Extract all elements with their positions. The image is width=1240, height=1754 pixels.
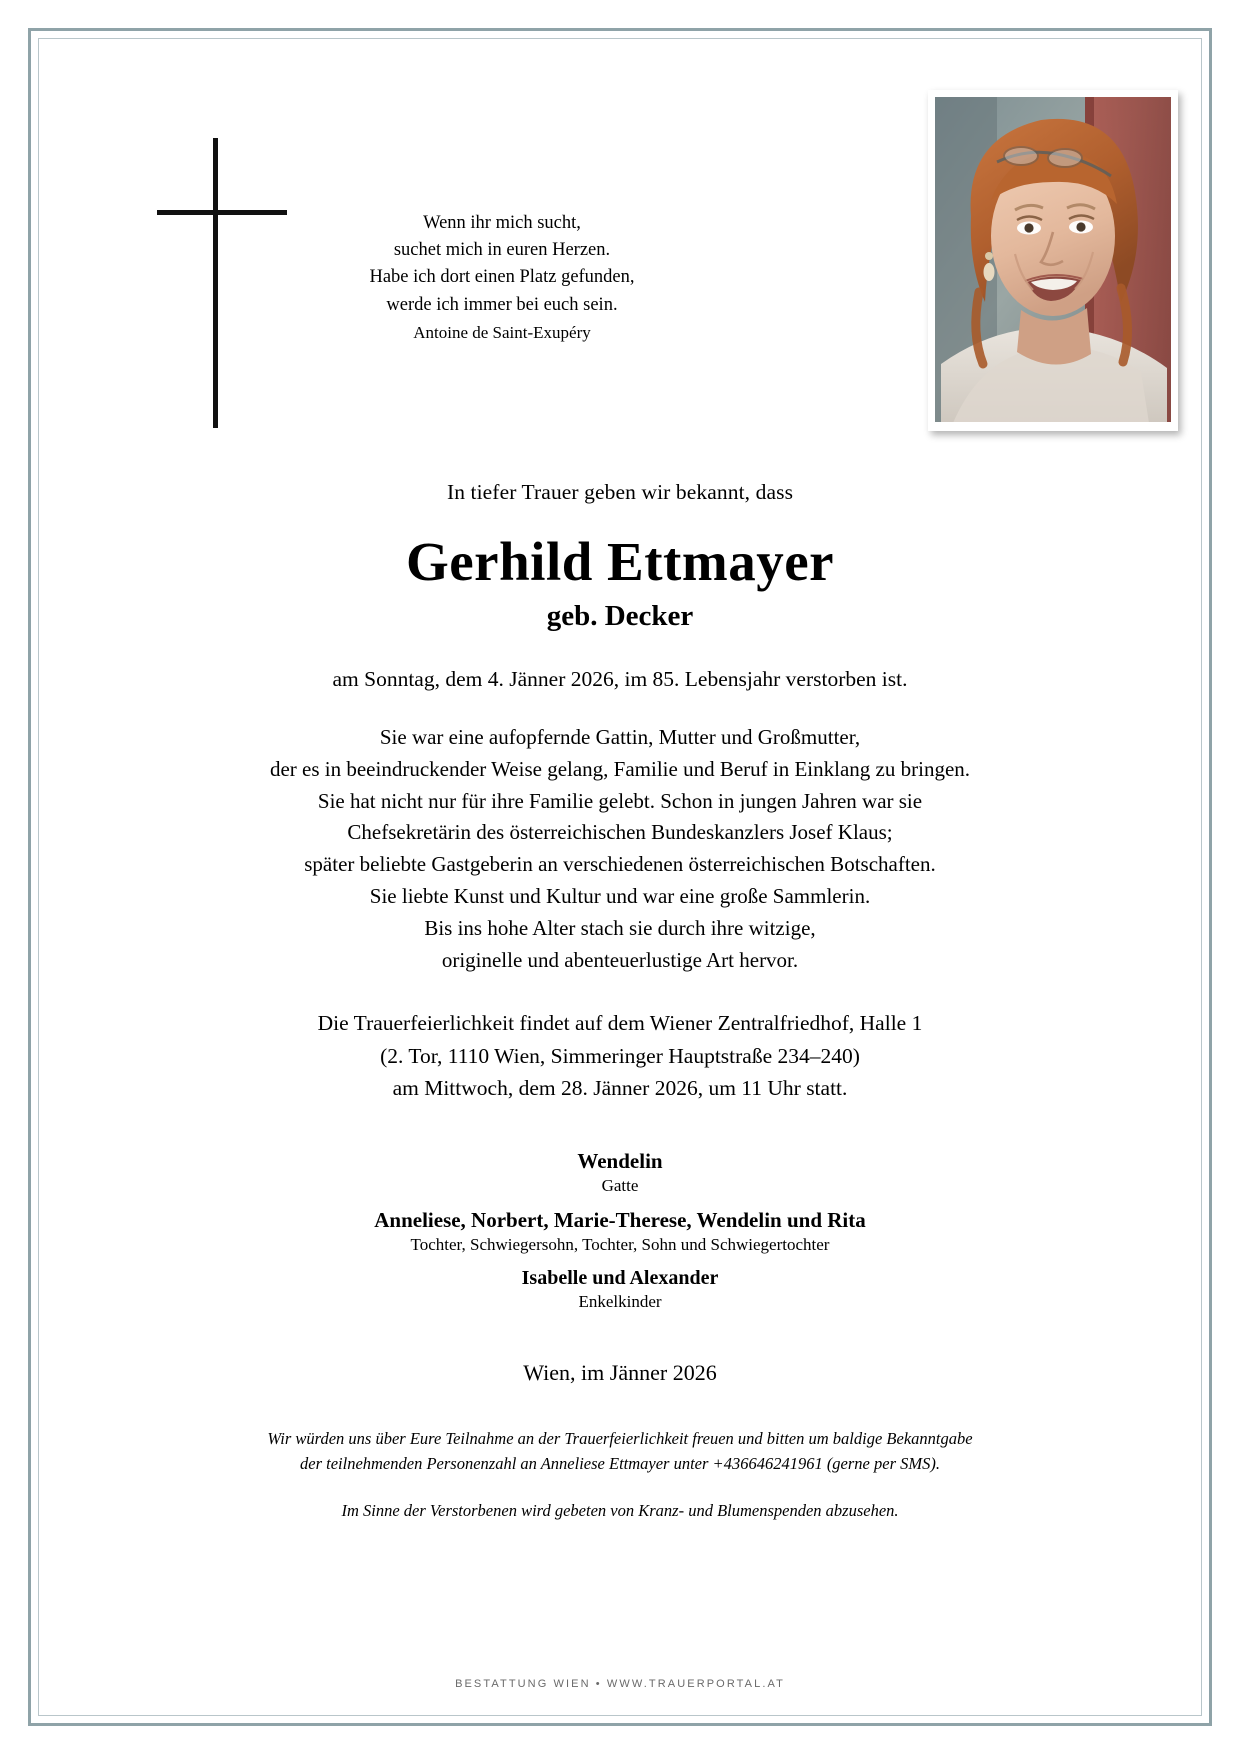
verse-author: Antoine de Saint-Exupéry [413, 322, 591, 342]
flowers-note [52, 1498, 1188, 1523]
death-date-line: am Sonntag, dem 4. Jänner 2026, im 85. Lebensjahr verstorben ist. [332, 666, 908, 691]
verse-line-2: suchet mich in euren Herzen. [393, 240, 611, 261]
family-names: Anneliese, Norbert, Marie-Therese, Wendelin und Rita [374, 1208, 866, 1233]
place-and-date: Wien, im Jänner 2026 [523, 1360, 717, 1386]
family-relation: Tochter, Schwiegersohn, Tochter, Sohn und Schwiegertochter [410, 1235, 830, 1255]
biography-text [52, 722, 1188, 977]
cross-vertical-bar [213, 138, 218, 428]
family-names: Wendelin [577, 1149, 663, 1174]
biography-line: originelle und abenteuerlustige Art hervor. [441, 948, 799, 973]
biography-line: Sie hat nicht nur für ihre Familie gelebt. Schon in jungen Jahren war sie [317, 788, 923, 813]
flowers-line: Im Sinne der Verstorbenen wird gebeten von Kranz- und Blumenspenden abzusehen. [341, 1501, 899, 1521]
deceased-name: Gerhild Ettmayer [405, 531, 835, 592]
verse-line-4: werde ich immer bei euch sein. [386, 294, 618, 315]
ceremony-line: am Mittwoch, dem 28. Jänner 2026, um 11 Uhr statt. [392, 1076, 848, 1101]
announcement-intro: In tiefer Trauer geben wir bekannt, dass [446, 480, 794, 504]
cross-horizontal-bar [157, 210, 287, 215]
biography-line: Sie war eine aufopfernde Gattin, Mutter und Großmutter, [379, 724, 861, 749]
verse-line-3: Habe ich dort einen Platz gefunden, [369, 267, 635, 288]
ceremony-details [52, 1007, 1188, 1105]
portrait-photo [935, 97, 1171, 422]
notes-block [52, 1426, 1188, 1523]
verse-line-1: Wenn ihr mich sucht, [423, 213, 581, 233]
biography-line: später beliebte Gastgeberin an verschiedenen österreichischen Botschaften. [304, 852, 936, 877]
family-group [52, 1149, 1188, 1196]
portrait-frame [928, 90, 1178, 431]
rsvp-line: der teilnehmenden Personenzahl an Anneliese Ettmayer unter +436646241961 (gerne per SMS). [300, 1454, 940, 1474]
biography-line: der es in beeindruckender Weise gelang, Familie und Beruf in Einklang zu bringen. [269, 756, 971, 781]
cross-icon [157, 138, 287, 428]
biography-line: Sie liebte Kunst und Kultur und war eine große Sammlerin. [369, 884, 871, 909]
portrait-illustration [935, 97, 1171, 422]
biography-line: Bis ins hohe Alter stach sie durch ihre witzige, [424, 916, 816, 941]
rsvp-line: Wir würden uns über Eure Teilnahme an der Trauerfeierlichkeit freuen und bitten um baldige Bekanntgabe [267, 1429, 973, 1449]
ceremony-line: (2. Tor, 1110 Wien, Simmeringer Hauptstraße 234–240) [380, 1043, 860, 1068]
family-group [52, 1267, 1188, 1312]
family-relation: Gatte [601, 1176, 639, 1196]
announcement-block [52, 480, 1188, 1523]
page-content [52, 52, 1188, 1702]
family-block [52, 1149, 1188, 1312]
rsvp-note [52, 1426, 1188, 1476]
biography-line: Chefsekretärin des österreichischen Bundeskanzlers Josef Klaus; [347, 820, 893, 845]
header-area [52, 52, 1188, 452]
ceremony-line: Die Trauerfeierlichkeit findet auf dem Wiener Zentralfriedhof, Halle 1 [317, 1011, 923, 1035]
family-group [52, 1208, 1188, 1255]
memorial-verse [302, 210, 702, 346]
family-relation: Enkelkinder [578, 1292, 662, 1312]
family-names: Isabelle und Alexander [521, 1267, 719, 1290]
deceased-maiden-name: geb. Decker [546, 599, 694, 632]
footer-credit: BESTATTUNG WIEN • WWW.TRAUERPORTAL.AT [455, 1678, 785, 1690]
